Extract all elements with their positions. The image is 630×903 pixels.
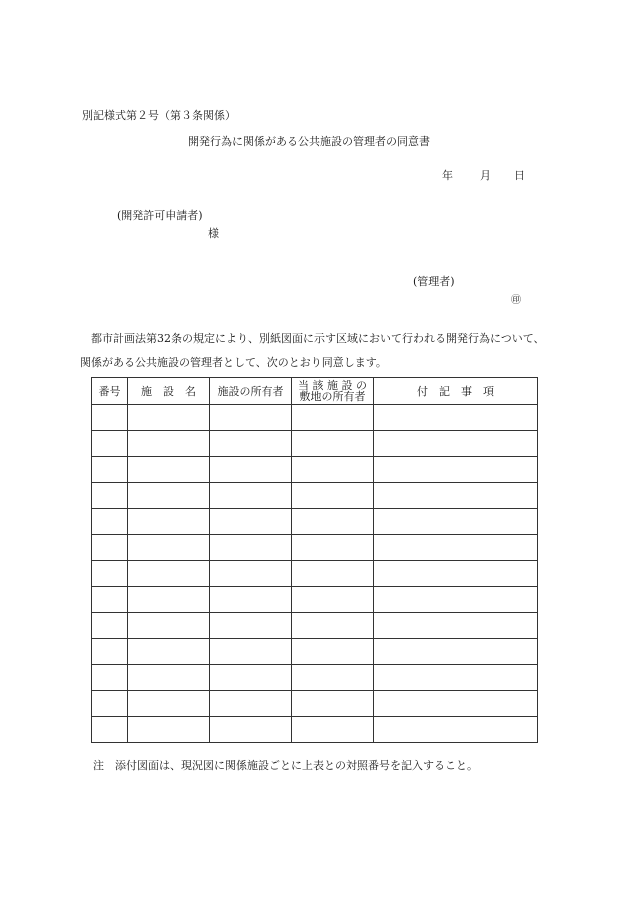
remarks-cell[interactable] (374, 639, 538, 665)
facility-name-cell[interactable] (128, 457, 210, 483)
remarks-cell[interactable] (374, 717, 538, 743)
consent-table (91, 377, 538, 743)
number-cell[interactable] (92, 483, 128, 509)
facility-name-cell[interactable] (128, 405, 210, 431)
honorific-sama: 様 (208, 227, 219, 240)
remarks-cell[interactable] (374, 457, 538, 483)
number-cell[interactable] (92, 587, 128, 613)
consent-statement: 都市計画法第32条の規定により、別紙図面に示す区域において行われる開発行為について、関係がある公共施設の管理者として、次のとおり同意します。 (80, 332, 545, 369)
table-row (92, 405, 538, 431)
facility-name-cell[interactable] (128, 431, 210, 457)
facility-owner-cell[interactable] (210, 587, 292, 613)
number-cell[interactable] (92, 457, 128, 483)
remarks-cell[interactable] (374, 561, 538, 587)
table-row (92, 431, 538, 457)
table-row (92, 639, 538, 665)
facility-name-cell[interactable] (128, 535, 210, 561)
remarks-cell[interactable] (374, 509, 538, 535)
header-facility-owner: 施設の所有者 (210, 378, 292, 405)
table-row (92, 613, 538, 639)
footnote: 注 添付図面は、現況図に関係施設ごとに上表との対照番号を記入すること。 (93, 759, 478, 772)
remarks-cell[interactable] (374, 691, 538, 717)
document-title: 開発行為に関係がある公共施設の管理者の同意書 (188, 135, 430, 148)
land-owner-cell[interactable] (292, 691, 374, 717)
number-cell[interactable] (92, 535, 128, 561)
form-number: 別記様式第２号（第３条関係） (82, 109, 236, 122)
seal-mark: ㊞ (511, 295, 521, 306)
facility-name-cell[interactable] (128, 691, 210, 717)
facility-owner-cell[interactable] (210, 509, 292, 535)
table-row (92, 691, 538, 717)
number-cell[interactable] (92, 717, 128, 743)
facility-owner-cell[interactable] (210, 535, 292, 561)
remarks-cell[interactable] (374, 665, 538, 691)
date-month-label: 月 (480, 169, 491, 182)
header-land-owner-line2: 敷地の所有者 (299, 390, 366, 403)
remarks-cell[interactable] (374, 431, 538, 457)
number-cell[interactable] (92, 431, 128, 457)
number-cell[interactable] (92, 639, 128, 665)
facility-owner-cell[interactable] (210, 691, 292, 717)
land-owner-cell[interactable] (292, 561, 374, 587)
land-owner-cell[interactable] (292, 483, 374, 509)
number-cell[interactable] (92, 405, 128, 431)
number-cell[interactable] (92, 665, 128, 691)
number-cell[interactable] (92, 561, 128, 587)
facility-name-cell[interactable] (128, 639, 210, 665)
land-owner-cell[interactable] (292, 405, 374, 431)
table-row (92, 587, 538, 613)
facility-name-cell[interactable] (128, 717, 210, 743)
land-owner-cell[interactable] (292, 639, 374, 665)
table-row (92, 535, 538, 561)
remarks-cell[interactable] (374, 613, 538, 639)
number-cell[interactable] (92, 613, 128, 639)
facility-owner-cell[interactable] (210, 405, 292, 431)
header-number: 番号 (92, 378, 128, 405)
facility-owner-cell[interactable] (210, 639, 292, 665)
land-owner-cell[interactable] (292, 535, 374, 561)
remarks-cell[interactable] (374, 587, 538, 613)
facility-owner-cell[interactable] (210, 457, 292, 483)
table-row (92, 561, 538, 587)
table-row (92, 483, 538, 509)
land-owner-cell[interactable] (292, 431, 374, 457)
number-cell[interactable] (92, 509, 128, 535)
facility-owner-cell[interactable] (210, 717, 292, 743)
date-day-label: 日 (514, 169, 525, 182)
remarks-cell[interactable] (374, 535, 538, 561)
table-row (92, 509, 538, 535)
table-row (92, 457, 538, 483)
land-owner-cell[interactable] (292, 457, 374, 483)
facility-name-cell[interactable] (128, 665, 210, 691)
facility-name-cell[interactable] (128, 613, 210, 639)
applicant-label: (開発許可申請者) (117, 209, 203, 222)
facility-owner-cell[interactable] (210, 483, 292, 509)
facility-name-cell[interactable] (128, 509, 210, 535)
header-facility-name: 施 設 名 (128, 378, 210, 405)
facility-owner-cell[interactable] (210, 431, 292, 457)
manager-label: (管理者) (413, 275, 455, 288)
facility-name-cell[interactable] (128, 587, 210, 613)
table-header-row (92, 378, 538, 405)
header-remarks: 付 記 事 項 (374, 378, 538, 405)
facility-owner-cell[interactable] (210, 665, 292, 691)
table-row (92, 665, 538, 691)
table-row (92, 717, 538, 743)
facility-name-cell[interactable] (128, 483, 210, 509)
land-owner-cell[interactable] (292, 509, 374, 535)
facility-name-cell[interactable] (128, 561, 210, 587)
remarks-cell[interactable] (374, 405, 538, 431)
remarks-cell[interactable] (374, 483, 538, 509)
land-owner-cell[interactable] (292, 587, 374, 613)
land-owner-cell[interactable] (292, 665, 374, 691)
facility-owner-cell[interactable] (210, 561, 292, 587)
facility-owner-cell[interactable] (210, 613, 292, 639)
header-land-owner (292, 378, 374, 405)
land-owner-cell[interactable] (292, 717, 374, 743)
number-cell[interactable] (92, 691, 128, 717)
date-year-label: 年 (442, 169, 453, 182)
header-land-owner-line1: 当 該 施 設 の (298, 379, 367, 392)
land-owner-cell[interactable] (292, 613, 374, 639)
